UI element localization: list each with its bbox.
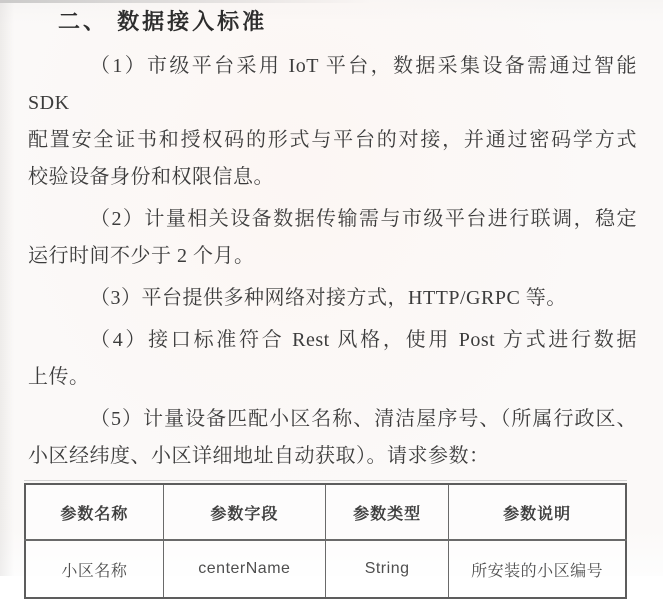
paragraph-3-line-1: （3）平台提供多种网络对接方式，HTTP/GRPC 等。 — [90, 287, 567, 309]
cell-param-desc: 所安装的小区编号 — [449, 540, 626, 598]
paragraph-5-line-2: 小区经纬度、小区详细地址自动获取）。请求参数： — [28, 445, 490, 467]
paragraph-4 — [28, 322, 637, 396]
paragraph-1-line-3: 校验设备身份和权限信息。 — [28, 166, 274, 188]
request-params-table — [24, 483, 627, 599]
document-body — [0, 48, 663, 599]
header-param-type: 参数类型 — [325, 484, 448, 540]
scan-edge-artifact-top — [0, 0, 370, 3]
cell-param-field: centerName — [163, 540, 325, 598]
paragraph-4-line-2: 上传。 — [28, 366, 90, 388]
scan-edge-artifact-left — [0, 0, 14, 576]
paragraph-1-line-2: 配置安全证书和授权码的形式与平台的对接，并通过密码学方式 — [28, 129, 637, 151]
paragraph-4-line-1: （4）接口标准符合 Rest 风格，使用 Post 方式进行数据 — [90, 329, 637, 351]
paragraph-1-line-1: （1）市级平台采用 IoT 平台，数据采集设备需通过智能 SDK — [28, 55, 637, 114]
header-param-field: 参数字段 — [163, 484, 325, 540]
paragraph-1 — [28, 48, 637, 196]
cell-param-name: 小区名称 — [25, 540, 163, 598]
paragraph-2-line-1: （2）计量相关设备数据传输需与市级平台进行联调，稳定 — [90, 208, 637, 230]
section-heading: 二、 数据接入标准 — [58, 9, 268, 34]
paragraph-5-line-1: （5）计量设备匹配小区名称、清洁屋序号、（所属行政区、 — [90, 408, 637, 430]
header-param-name: 参数名称 — [25, 484, 163, 540]
paragraph-2-line-2: 运行时间不少于 2 个月。 — [28, 245, 255, 267]
header-param-desc: 参数说明 — [449, 484, 626, 540]
paragraph-2 — [28, 201, 637, 275]
paragraph-5 — [28, 401, 637, 475]
table-header-row — [25, 484, 626, 540]
table-row — [25, 540, 626, 598]
cell-param-type: String — [325, 540, 448, 598]
scan-ghost-line — [24, 480, 627, 481]
paragraph-3 — [28, 280, 637, 317]
